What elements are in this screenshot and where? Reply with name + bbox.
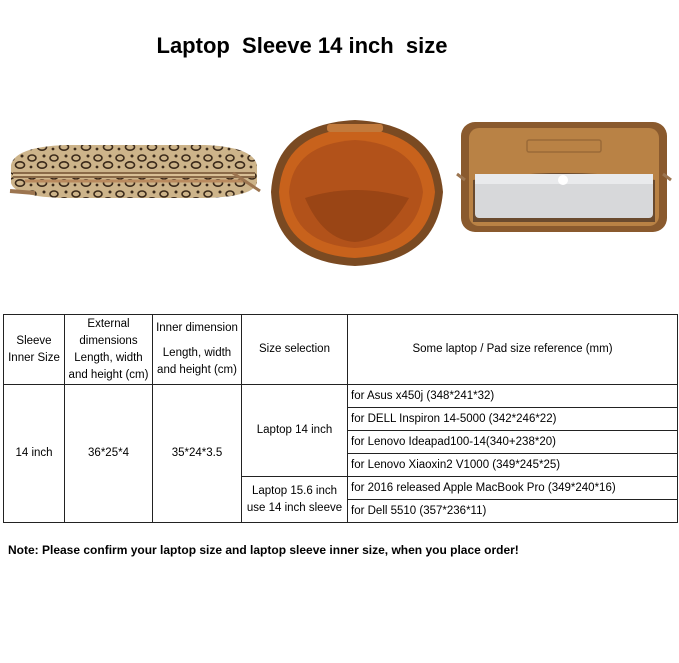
reference-cell: for Dell 5510 (357*236*11) <box>348 500 678 523</box>
header-line: External <box>87 317 130 330</box>
size-selection-cell <box>242 477 348 523</box>
reference-cell: for DELL Inspiron 14-5000 (342*246*22) <box>348 408 678 431</box>
selection-line: use 14 inch sleeve <box>246 501 343 514</box>
size-selection-cell: Laptop 14 inch <box>242 385 348 477</box>
external-dimensions-cell: 36*25*4 <box>65 385 153 523</box>
sleeve-size-cell: 14 inch <box>4 385 65 523</box>
reference-cell: for 2016 released Apple MacBook Pro (349*240*16) <box>348 477 678 500</box>
header-line: Length, width <box>74 351 143 364</box>
header-line: and height (cm) <box>68 368 149 381</box>
header-line: Inner Size <box>8 351 60 364</box>
header-line: and height (cm) <box>157 364 237 376</box>
header-size-selection: Size selection <box>242 315 348 385</box>
header-external-dimensions <box>65 315 153 385</box>
size-table <box>3 314 678 523</box>
reference-cell: for Asus x450j (348*241*32) <box>348 385 678 408</box>
leopard-sleeve-photo <box>5 135 263 213</box>
header-reference: Some laptop / Pad size reference (mm) <box>348 315 678 385</box>
header-line: dimensions <box>79 334 138 347</box>
open-sleeve-photo <box>265 112 448 272</box>
inner-dimensions-cell: 35*24*3.5 <box>153 385 242 523</box>
header-line: Length, width <box>162 347 232 359</box>
reference-cell: for Lenovo Xiaoxin2 V1000 (349*245*25) <box>348 454 678 477</box>
header-sleeve-inner-size <box>4 315 65 385</box>
header-line: Sleeve <box>16 334 52 347</box>
table-header-row <box>4 315 678 385</box>
header-inner-dimension <box>153 315 242 385</box>
sleeve-with-laptop-photo <box>455 118 673 236</box>
header-line: Inner dimension <box>156 322 238 334</box>
table-row <box>4 385 678 408</box>
page-title: Laptop Sleeve 14 inch size <box>156 33 448 58</box>
order-note: Note: Please confirm your laptop size and laptop sleeve inner size, when you place order! <box>8 543 519 557</box>
selection-line: Laptop 15.6 inch <box>251 484 338 497</box>
reference-cell: for Lenovo Ideapad100-14(340+238*20) <box>348 431 678 454</box>
